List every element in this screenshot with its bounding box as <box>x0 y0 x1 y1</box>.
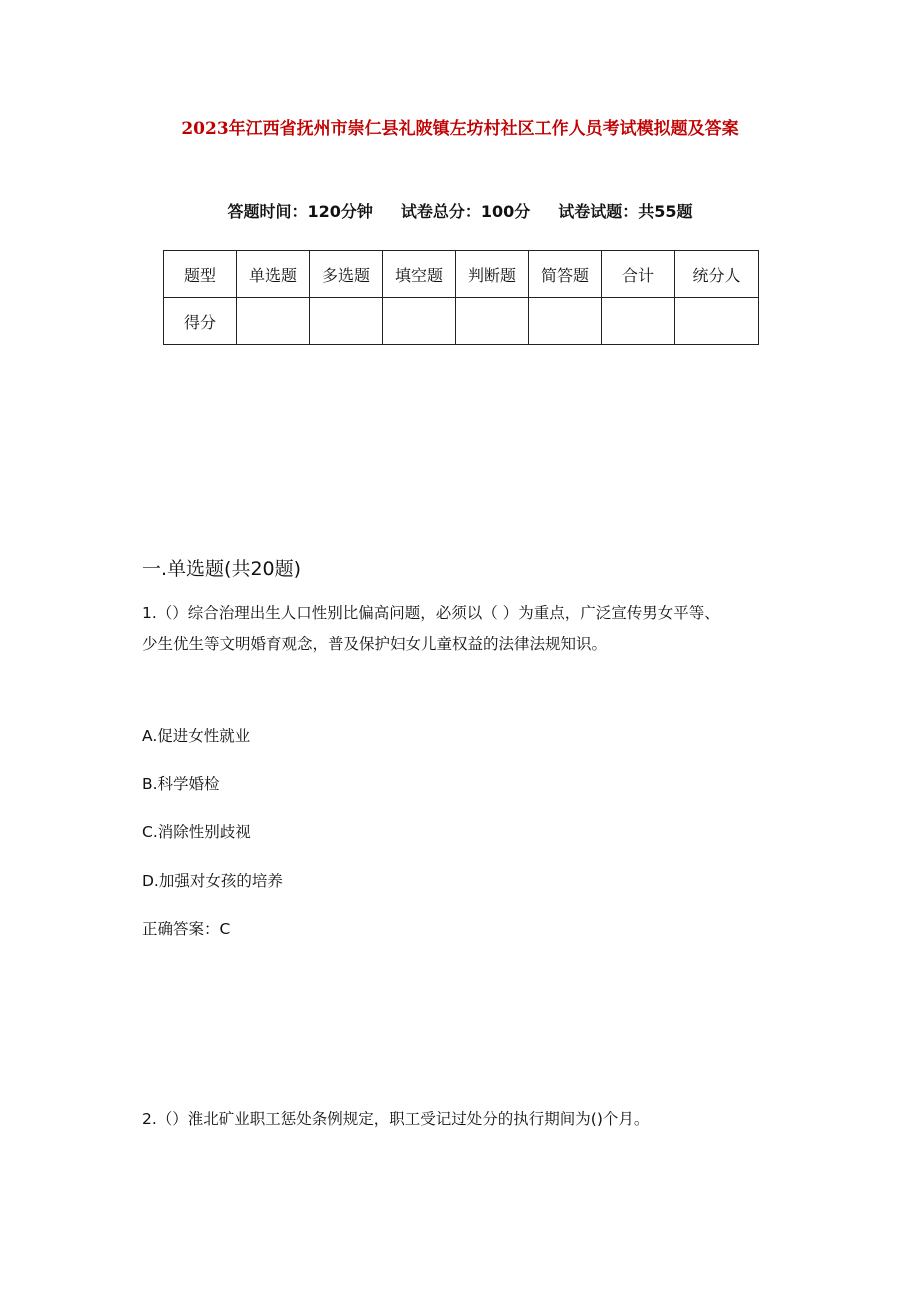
score-cell <box>383 298 456 345</box>
header-cell-true-false: 判断题 <box>456 251 529 298</box>
question-2-line-1: 2.（）淮北矿业职工惩处条例规定，职工受记过处分的执行期间为()个月。 <box>142 1110 650 1128</box>
score-cell <box>675 298 759 345</box>
header-cell-fill-blank: 填空题 <box>383 251 456 298</box>
header-cell-total: 合计 <box>602 251 675 298</box>
score-table <box>163 250 759 345</box>
score-table-header-row <box>164 251 759 298</box>
document-title: 2023年江西省抚州市崇仁县礼陂镇左坊村社区工作人员考试模拟题及答案 <box>181 119 739 139</box>
score-cell <box>602 298 675 345</box>
section-title: 一.单选题(共20题) <box>142 558 302 580</box>
question-1-option-c: C.消除性别歧视 <box>142 823 251 841</box>
header-cell-single-choice: 单选题 <box>237 251 310 298</box>
exam-question-count: 试卷试题：共55题 <box>558 202 693 221</box>
question-1-line-1: 1.（）综合治理出生人口性别比偏高问题，必须以（ ）为重点，广泛宣传男女平等、 <box>142 604 720 622</box>
question-1-line-2: 少生优生等文明婚育观念，普及保护妇女儿童权益的法律法规知识。 <box>142 635 608 653</box>
question-1-option-b: B.科学婚检 <box>142 775 220 793</box>
question-2-text <box>142 1104 782 1135</box>
header-cell-type: 题型 <box>164 251 237 298</box>
score-cell <box>310 298 383 345</box>
header-cell-scorer: 统分人 <box>675 251 759 298</box>
score-cell <box>529 298 602 345</box>
score-cell <box>456 298 529 345</box>
row-label-score: 得分 <box>164 298 237 345</box>
header-cell-short-answer: 简答题 <box>529 251 602 298</box>
score-cell <box>237 298 310 345</box>
question-1-answer: 正确答案：C <box>142 920 231 938</box>
header-cell-multiple-choice: 多选题 <box>310 251 383 298</box>
exam-meta <box>0 199 920 222</box>
question-1-option-d: D.加强对女孩的培养 <box>142 872 283 890</box>
question-1-option-a: A.促进女性就业 <box>142 727 251 745</box>
exam-time: 答题时间：120分钟 <box>227 202 373 221</box>
score-table-score-row <box>164 298 759 345</box>
question-1-text <box>142 598 782 660</box>
exam-total-score: 试卷总分：100分 <box>400 202 531 221</box>
